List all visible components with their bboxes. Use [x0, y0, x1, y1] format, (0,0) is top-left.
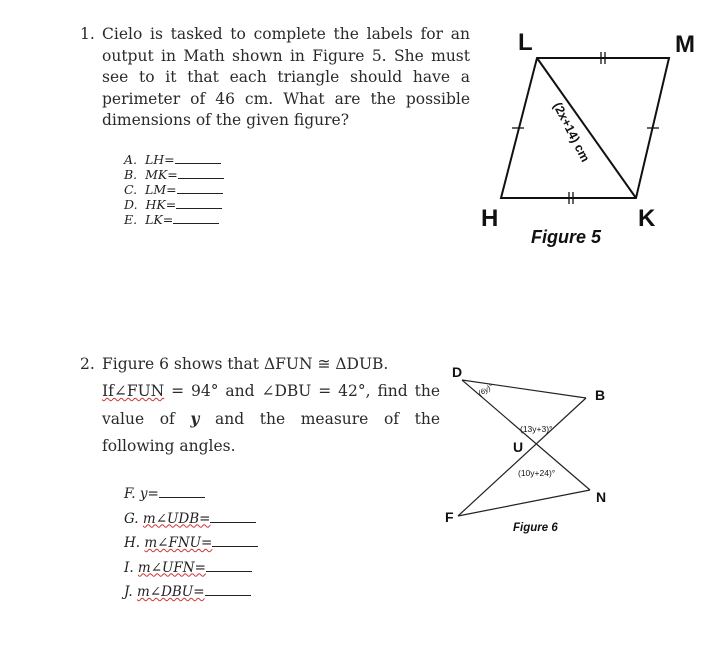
question-2-number: 2. [80, 355, 95, 373]
figure-6 [440, 358, 620, 548]
question-1-number: 1. [80, 25, 95, 43]
answer-blank[interactable] [175, 152, 221, 164]
option-g[interactable]: G. m∠UDB= [124, 507, 258, 532]
vertex-l-label: L [518, 29, 533, 56]
vertex-n-label: N [596, 489, 607, 505]
figure-5 [470, 20, 710, 260]
option-e[interactable]: E. LK= [124, 212, 224, 227]
angle-u-top-label: (13y+3)° [520, 424, 553, 434]
question-2 [80, 351, 440, 460]
question-2-text: Figure 6 shows that ΔFUN ≅ ΔDUB. If∠FUN = 94° and ∠DBU = 42°, find the value of y and the measure of the following angles. [102, 355, 440, 455]
answer-blank[interactable] [206, 559, 252, 572]
figure-6-caption: Figure 6 [513, 522, 558, 534]
figure-6-lines [458, 380, 590, 516]
option-j[interactable]: J. m∠DBU= [124, 580, 258, 605]
angle-d-label: (6y)° [476, 381, 495, 398]
option-h[interactable]: H. m∠FNU= [124, 531, 258, 556]
vertex-u-label: U [513, 439, 524, 455]
answer-blank[interactable] [210, 510, 256, 523]
option-f[interactable]: F. y= [124, 482, 258, 507]
diagonal-lk [537, 58, 636, 198]
option-b[interactable]: B. MK= [124, 167, 224, 182]
option-c[interactable]: C. LM= [124, 182, 224, 197]
option-d[interactable]: D. HK= [124, 197, 224, 212]
answer-blank[interactable] [205, 583, 251, 596]
question-1-options [124, 152, 224, 227]
diagonal-label: (2x+14) cm [550, 100, 593, 165]
angle-u-bottom-label: (10y+24)° [518, 468, 556, 478]
answer-blank[interactable] [173, 212, 219, 224]
parallelogram-lmkh [501, 58, 669, 198]
answer-blank[interactable] [212, 534, 258, 547]
vertex-f-label: F [445, 509, 454, 525]
answer-blank[interactable] [159, 485, 205, 498]
figure-5-caption: Figure 5 [531, 227, 602, 247]
vertex-d-label: D [452, 364, 463, 380]
answer-blank[interactable] [176, 197, 222, 209]
question-2-options [124, 482, 258, 605]
option-i[interactable]: I. m∠UFN= [124, 556, 258, 581]
vertex-h-label: H [481, 205, 499, 232]
vertex-k-label: K [638, 205, 656, 232]
option-a[interactable]: A. LH= [124, 152, 224, 167]
question-1 [80, 24, 470, 132]
vertex-m-label: M [675, 31, 695, 58]
answer-blank[interactable] [178, 167, 224, 179]
answer-blank[interactable] [177, 182, 223, 194]
question-1-text: Cielo is tasked to complete the labels for an output in Math shown in Figure 5. She must see to it that each triangle should have a perimeter of 46 cm. What are the possible dimensions of the given figure? [102, 25, 470, 129]
vertex-b-label: B [595, 387, 606, 403]
